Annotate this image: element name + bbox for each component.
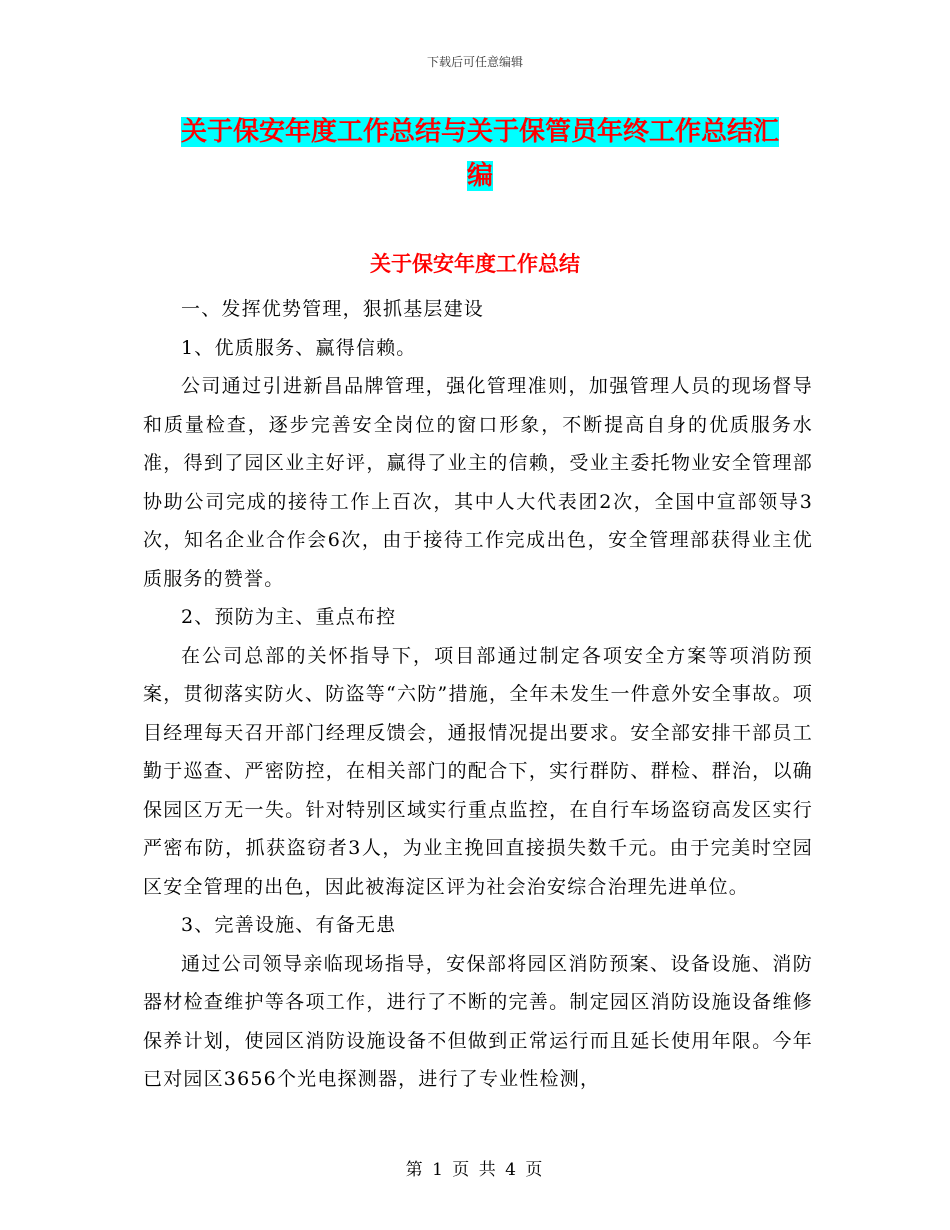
subheading-1: 1、优质服务、赢得信赖。	[181, 336, 417, 359]
section-title: 关于保安年度工作总结	[370, 251, 580, 276]
document-title	[140, 110, 820, 198]
paragraph-3: 通过公司领导亲临现场指导，安保部将园区消防预案、设备设施、消防器材检查维护等各项工作，进行了不断的完善。制定园区消防设施设备维修保养计划，使园区消防设施设备不但做到正常运行而且延长使用年限。今年已对园区3656个光电探测器，进行了专业性检测，	[143, 952, 813, 1090]
paragraph-2: 在公司总部的关怀指导下，项目部通过制定各项安全方案等项消防预案，贯彻落实防火、防盗等“六防”措施，全年未发生一件意外安全事故。项目经理每天召开部门经理反馈会，通报情况提出要求。安全部安排干部员工勤于巡查、严密防控，在相关部门的配合下，实行群防、群检、群治，以确保园区万无一失。针对特别区域实行重点监控，在自行车场盗窃高发区实行严密布防，抓获盗窃者3人，为业主挽回直接损失数千元。由于完美时空园区安全管理的出色，因此被海淀区评为社会治安综合治理先进单位。	[143, 644, 813, 898]
paragraph-1: 公司通过引进新昌品牌管理，强化管理准则，加强管理人员的现场督导和质量检查，逐步完善安全岗位的窗口形象，不断提高自身的优质服务水准，得到了园区业主好评，赢得了业主的信赖，受业主委托物业安全管理部协助公司完成的接待工作上百次，其中人大代表团2次，全国中宣部领导3次，知名企业合作会6次，由于接待工作完成出色，安全管理部获得业主优质服务的赞誉。	[143, 375, 813, 590]
page-footer: 第 1 页 共 4 页	[405, 1160, 545, 1180]
document-body	[143, 290, 813, 1099]
header-note: 下载后可任意编辑	[426, 55, 523, 69]
document-title-line2: 编	[466, 161, 493, 191]
heading-1: 一、发挥优势管理，狠抓基层建设	[181, 298, 485, 320]
document-title-line1: 关于保安年度工作总结与关于保管员年终工作总结汇	[180, 117, 779, 147]
subheading-2: 2、预防为主、重点布控	[181, 606, 397, 628]
subheading-3: 3、完善设施、有备无患	[181, 914, 397, 936]
